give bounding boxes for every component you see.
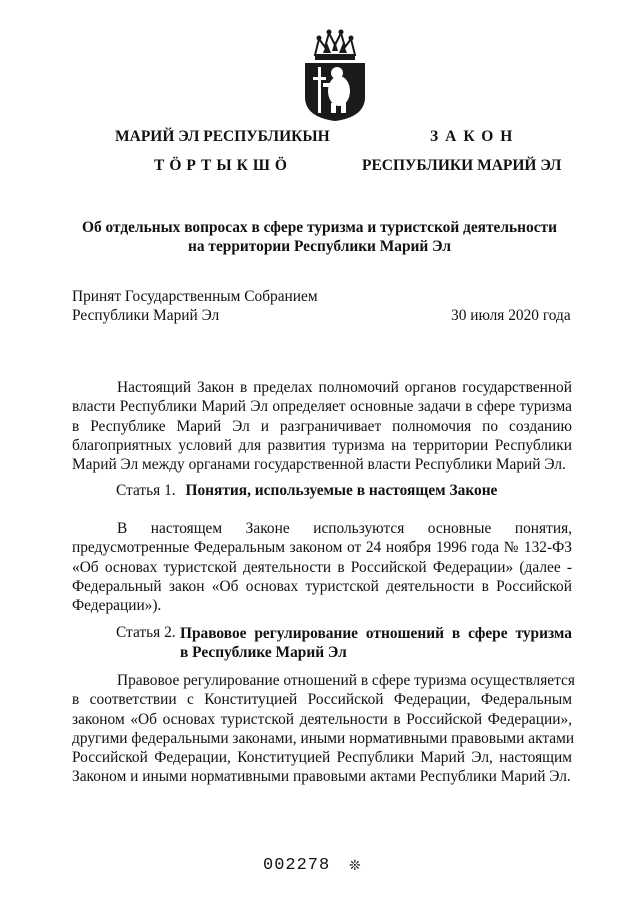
article1-line: «Об основах туристской деятельности в Российской Федерации» (далее - (72, 558, 572, 576)
header-right-line1: ЗАКОН (430, 128, 520, 145)
article2-line: Законом и иными нормативными правовыми актами Республики Марий Эл. (72, 768, 571, 786)
adoption-line2: Республики Марий Эл (72, 307, 220, 324)
preamble-line: Настоящий Закон в пределах полномочий органов государственной (117, 379, 572, 396)
preamble-paragraph (72, 378, 572, 474)
article1-heading (116, 482, 497, 500)
preamble-line: благоприятных условий для развития туризма на территории Республики (72, 436, 572, 454)
preamble-line: в Республике Марий Эл и разграничивает полномочия по созданию (72, 417, 572, 435)
title-line1: Об отдельных вопросах в сфере туризма и туристской деятельности (82, 219, 557, 236)
article2-name-line1: Правовое регулирование отношений в сфере туризма (180, 625, 572, 642)
header-right-line2: РЕСПУБЛИКИ МАРИЙ ЭЛ (362, 157, 562, 174)
adoption-date: 30 июля 2020 года (451, 307, 571, 324)
adoption-line1: Принят Государственным Собранием (72, 288, 318, 305)
serial-mark-icon: ❊ (349, 859, 361, 874)
article1-label: Статья 1. (116, 482, 176, 499)
article1-line: Федеральный закон «Об основах туристской деятельности в Российской (72, 577, 572, 595)
article2-line: Правовое регулирование отношений в сфере туризма осуществляется (117, 672, 575, 689)
article2-line: законом «Об основах туристской деятельности в Российской Федерации», (72, 710, 572, 728)
article1-line: Федерации»). (72, 597, 162, 615)
article2-name (180, 624, 572, 662)
title-line2: на территории Республики Марий Эл (187, 238, 452, 255)
article1-name: Понятия, используемые в настоящем Законе (185, 482, 498, 499)
article2-line: в соответствии с Конституцией Российской Федерации, Федеральным (72, 691, 572, 709)
article2-body (72, 671, 575, 787)
article2-label: Статья 2. (116, 624, 176, 641)
preamble-line: Марий Эл между органами государственной власти Республики Марий Эл. (72, 456, 566, 474)
coat-of-arms-icon (301, 25, 369, 123)
article1-line: В настоящем Законе используются основные понятия, (117, 520, 572, 537)
document-title (0, 218, 639, 256)
article2-line: Российской Федерации, Конституцией Республики Марий Эл, настоящим (72, 749, 572, 767)
header-left-line2: ТӦРТЫКШӦ (154, 157, 292, 174)
serial-number: 002278 (263, 856, 331, 875)
preamble-line: власти Республики Марий Эл определяет основные задачи в сфере туризма (72, 398, 572, 416)
article2-line: другими федеральными законами, иными нормативными правовыми актами (72, 729, 575, 747)
article1-body (72, 519, 572, 615)
header-left-line1: МАРИЙ ЭЛ РЕСПУБЛИКЫН (115, 128, 330, 145)
article1-line: предусмотренные Федеральным законом от 24 ноября 1996 года № 132-ФЗ (72, 539, 572, 557)
article2-name-line2: в Республике Марий Эл (180, 644, 347, 661)
